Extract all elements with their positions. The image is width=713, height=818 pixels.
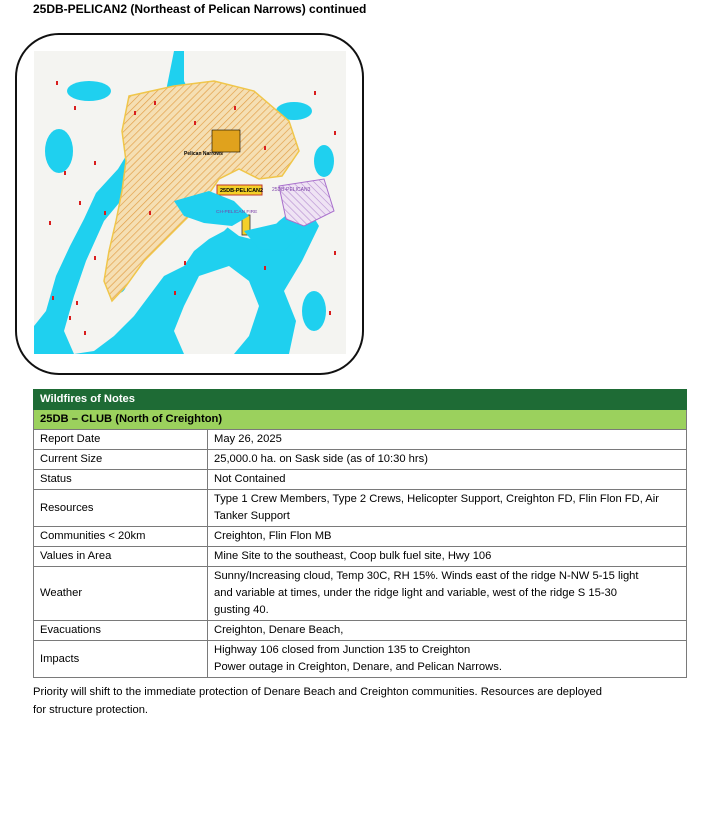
row-value-line: Tanker Support	[214, 510, 290, 522]
row-value-line: and variable at times, under the ridge light and variable, west of the ridge S 15-30	[214, 587, 617, 599]
row-value-line: Creighton, Denare Beach,	[214, 624, 344, 636]
hotspot-marker	[334, 251, 336, 255]
hotspot-marker	[329, 311, 331, 315]
row-value-line: Creighton, Flin Flon MB	[214, 530, 332, 542]
hotspot-marker	[104, 211, 106, 215]
row-label: Impacts	[34, 641, 208, 678]
table-subtitle-row	[34, 410, 687, 430]
row-value-line: Power outage in Creighton, Denare, and Pelican Narrows.	[214, 661, 502, 673]
table-title-row	[34, 390, 687, 410]
priority-line: Priority will shift to the immediate protection of Denare Beach and Creighton communities. Resources are deployed	[33, 686, 602, 698]
table-row	[34, 527, 687, 547]
table-row	[34, 567, 687, 621]
priority-note	[33, 683, 673, 719]
label-box	[212, 130, 240, 152]
row-label: Resources	[34, 490, 208, 527]
row-value	[208, 547, 687, 567]
row-value	[208, 527, 687, 547]
table-row	[34, 490, 687, 527]
hotspot-marker	[194, 121, 196, 125]
table-row	[34, 450, 687, 470]
row-label: Weather	[34, 567, 208, 621]
row-value-line: Sunny/Increasing cloud, Temp 30C, RH 15%. Winds east of the ridge N-NW 5-15 light	[214, 570, 639, 582]
hotspot-marker	[79, 201, 81, 205]
hotspot-marker	[154, 101, 156, 105]
map-frame	[15, 33, 364, 375]
table-subtitle: 25DB – CLUB (North of Creighton)	[34, 410, 687, 430]
wildfire-table	[33, 389, 687, 678]
hotspot-marker	[134, 111, 136, 115]
row-value-line: May 26, 2025	[214, 433, 282, 445]
hotspot-marker	[84, 331, 86, 335]
lake	[314, 145, 334, 177]
hotspot-marker	[184, 261, 186, 265]
row-label: Status	[34, 470, 208, 490]
map-label-notes: Pelican Narrows	[184, 151, 223, 157]
lake	[45, 129, 73, 173]
lake	[302, 291, 326, 331]
hotspot-marker	[52, 296, 54, 300]
hotspot-marker	[94, 161, 96, 165]
lake	[67, 81, 111, 101]
row-value	[208, 470, 687, 490]
hotspot-marker	[69, 316, 71, 320]
map-label-south-fire: CH-PELICAN FIRE	[216, 210, 258, 215]
row-value-line: Mine Site to the southeast, Coop bulk fuel site, Hwy 106	[214, 550, 492, 562]
row-label: Communities < 20km	[34, 527, 208, 547]
hotspot-marker	[174, 291, 176, 295]
hotspot-marker	[264, 146, 266, 150]
table-row	[34, 470, 687, 490]
row-label: Values in Area	[34, 547, 208, 567]
fire-map[interactable]	[34, 51, 346, 354]
row-value-line: 25,000.0 ha. on Sask side (as of 10:30 hrs)	[214, 453, 428, 465]
row-label: Current Size	[34, 450, 208, 470]
hotspot-marker	[334, 131, 336, 135]
row-label: Evacuations	[34, 621, 208, 641]
row-value-line: Not Contained	[214, 473, 286, 485]
table-title: Wildfires of Notes	[34, 390, 687, 410]
row-label: Report Date	[34, 430, 208, 450]
page-heading: 25DB-PELICAN2 (Northeast of Pelican Narrows) continued	[33, 2, 367, 16]
hotspot-marker	[94, 256, 96, 260]
map-label-pelican: 25DB-PELICAN2	[220, 188, 264, 194]
row-value-line: Type 1 Crew Members, Type 2 Crews, Helicopter Support, Creighton FD, Flin Flon FD, Air	[214, 493, 659, 505]
row-value	[208, 430, 687, 450]
hotspot-marker	[314, 91, 316, 95]
row-value-line: Highway 106 closed from Junction 135 to Creighton	[214, 644, 471, 656]
priority-line: for structure protection.	[33, 704, 149, 716]
hotspot-marker	[74, 106, 76, 110]
row-value	[208, 567, 687, 621]
row-value	[208, 621, 687, 641]
row-value	[208, 450, 687, 470]
row-value	[208, 641, 687, 678]
table-row	[34, 621, 687, 641]
hotspot-marker	[149, 211, 151, 215]
hotspot-marker	[56, 81, 58, 85]
hotspot-marker	[64, 171, 66, 175]
table-row	[34, 547, 687, 567]
row-value	[208, 490, 687, 527]
hotspot-marker	[264, 266, 266, 270]
map-label-east-fire: 25DB-PELICAN3	[272, 187, 311, 193]
hotspot-marker	[49, 221, 51, 225]
table-row	[34, 430, 687, 450]
hotspot-marker	[234, 106, 236, 110]
hotspot-marker	[76, 301, 78, 305]
row-value-line: gusting 40.	[214, 604, 269, 616]
table-row	[34, 641, 687, 678]
